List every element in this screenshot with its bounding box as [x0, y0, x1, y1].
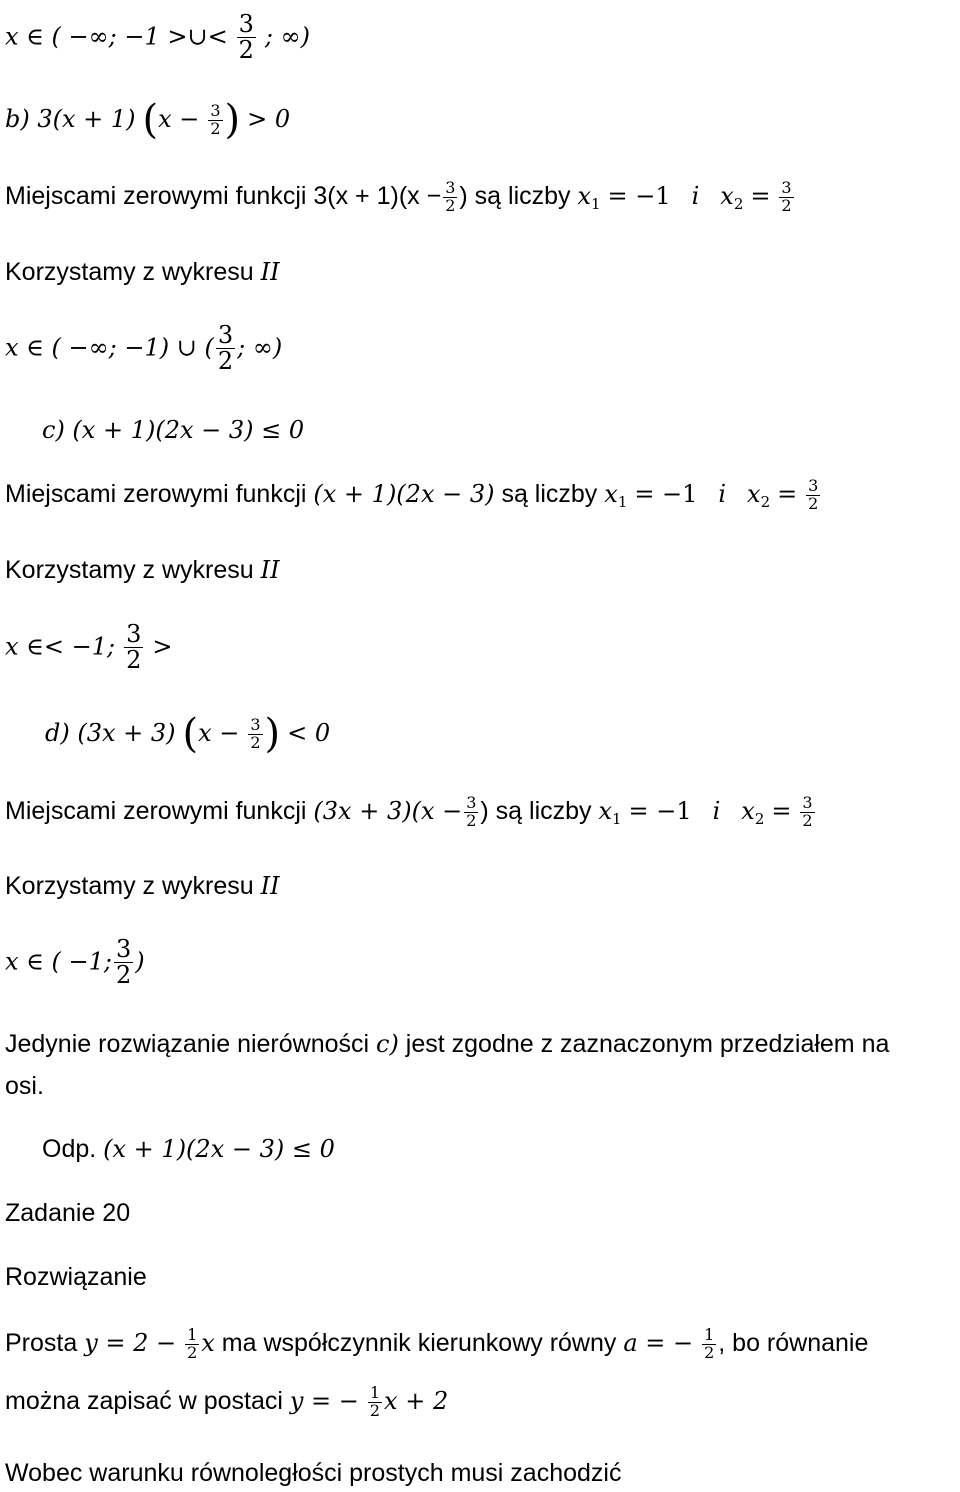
text: Miejscami zerowymi funkcji 3(x + 1)(x − — [5, 181, 442, 210]
inequality-b: b) 3(x + 1) (x − $\frac{3}{2}$ ) > 0 — [5, 97, 291, 143]
subscript: 2 — [754, 809, 765, 828]
solution-heading — [5, 1265, 147, 1290]
text: jest zgodne z zaznaczonym przedziałem na — [405, 1030, 890, 1058]
graph-reference-d — [5, 874, 280, 899]
parallel-condition — [5, 1461, 621, 1486]
math-expression: = −1 — [607, 181, 671, 210]
text: ) są liczby — [459, 181, 571, 210]
fraction: $\frac{3}{2}$ — [126, 620, 142, 675]
text: Zadanie 20 — [5, 1199, 131, 1227]
fraction: $\frac{3}{2}$ — [210, 101, 221, 138]
variable: x — [598, 796, 613, 825]
text: ) są liczby — [480, 796, 592, 825]
graph-label: II — [260, 258, 280, 286]
fraction: $\frac{1}{2}$ — [369, 1383, 381, 1420]
zeros-statement-c — [5, 478, 822, 513]
conjunction: i — [691, 181, 700, 210]
math-expression: = — [771, 796, 792, 825]
subscript: 1 — [591, 194, 601, 213]
math-expression: = — [750, 181, 771, 210]
text: Korzystamy z wykresu — [5, 872, 254, 900]
text: Korzystamy z wykresu — [5, 556, 254, 584]
slope-statement — [5, 1327, 868, 1362]
fraction: $\frac{3}{2}$ — [250, 715, 261, 752]
math-expression: = −1 — [628, 796, 692, 825]
math-expression: = −1 — [634, 479, 698, 508]
fraction: $\frac{3}{2}$ — [238, 10, 254, 65]
math-expression: d) (3x + 3) — [45, 719, 176, 747]
math-expression: = — [777, 479, 798, 508]
math-expression: b) 3(x + 1) — [5, 105, 136, 133]
math-expression: y = − — [289, 1386, 359, 1415]
variable: x — [747, 479, 761, 508]
text: Miejscami zerowymi funkcji — [5, 479, 307, 508]
text: osi. — [5, 1072, 44, 1100]
fraction: $\frac{3}{2}$ — [445, 178, 456, 215]
answer-label: Odp. — [42, 1135, 97, 1163]
conclusion-paragraph-end — [5, 1074, 44, 1099]
text: ma współczynnik kierunkowy równy — [221, 1328, 617, 1357]
subscript: 1 — [617, 492, 628, 511]
variable: x — [741, 796, 755, 825]
text: Jedynie rozwiązanie nierówności — [5, 1030, 370, 1058]
math-expression: x − — [158, 105, 200, 133]
math-expression: x ∈ ( −∞; −1) ∪ ( — [5, 333, 214, 362]
fraction: $\frac{3}{2}$ — [217, 321, 234, 376]
conjunction: i — [718, 479, 727, 508]
subscript: 2 — [733, 194, 744, 213]
fraction: $\frac{3}{2}$ — [808, 476, 819, 513]
solution-interval-b — [5, 323, 282, 374]
solution-interval-d — [5, 937, 145, 988]
graph-label: II — [260, 872, 280, 900]
fraction: $\frac{3}{2}$ — [466, 793, 477, 830]
text: można zapisać w postaci — [5, 1386, 283, 1415]
zeros-statement-d — [5, 795, 817, 830]
math-expression: x ∈ ( −∞; −1 >∪< — [5, 22, 228, 51]
variable: x — [720, 181, 734, 210]
math-expression: (x + 1)(2x − 3) — [313, 479, 495, 508]
fraction: $\frac{1}{2}$ — [704, 1325, 715, 1362]
math-expression: > 0 — [247, 105, 291, 133]
fraction: $\frac{3}{2}$ — [116, 935, 132, 990]
math-expression: ; ∞) — [237, 333, 283, 362]
math-expression: y = 2 − — [84, 1328, 177, 1357]
graph-label: II — [260, 556, 280, 584]
slope-form-statement — [5, 1385, 448, 1420]
math-expression: x — [201, 1328, 215, 1357]
math-expression: ) — [135, 947, 145, 976]
math-expression: c) (x + 1)(2x − 3) ≤ 0 — [42, 416, 305, 444]
solution-interval-c — [5, 622, 172, 673]
math-expression: x ∈ ( −1; — [5, 947, 113, 976]
math-expression: x + 2 — [384, 1386, 449, 1415]
graph-reference-c — [5, 558, 280, 583]
math-expression: < 0 — [287, 719, 331, 747]
text: Prosta — [5, 1328, 78, 1357]
text: Rozwiązanie — [5, 1263, 147, 1291]
fraction: $\frac{3}{2}$ — [802, 793, 813, 830]
task-heading — [5, 1201, 130, 1226]
math-expression: a = − — [623, 1328, 694, 1357]
graph-reference-b — [5, 260, 280, 285]
math-expression: ; ∞) — [264, 22, 310, 51]
subscript: 2 — [760, 492, 771, 511]
answer-line — [42, 1137, 335, 1162]
conjunction: i — [712, 796, 721, 825]
text: Wobec warunku równoległości prostych musi zachodzić — [5, 1459, 622, 1487]
math-expression: (3x + 3)(x − — [313, 796, 463, 825]
text: są liczby — [501, 479, 598, 508]
fraction: $\frac{3}{2}$ — [781, 178, 792, 215]
fraction: $\frac{1}{2}$ — [187, 1325, 198, 1362]
variable: x — [577, 181, 592, 210]
conclusion-paragraph — [5, 1032, 889, 1057]
text: Miejscami zerowymi funkcji — [5, 796, 307, 825]
zeros-statement-b — [5, 180, 796, 215]
math-expression: > — [152, 632, 173, 661]
math-expression: (x + 1)(2x − 3) ≤ 0 — [103, 1135, 335, 1163]
text: , bo równanie — [718, 1328, 869, 1357]
text: Korzystamy z wykresu — [5, 258, 254, 286]
subscript: 1 — [612, 809, 622, 828]
solution-interval-a — [5, 12, 310, 63]
math-expression: x ∈< −1; — [5, 632, 116, 661]
math-expression: c) — [376, 1030, 399, 1058]
inequality-c — [42, 418, 304, 443]
variable: x — [604, 479, 618, 508]
math-expression: x − — [198, 719, 240, 747]
inequality-d: d) (3x + 3) (x − $\frac{3}{2}$ ) < 0 — [45, 711, 331, 757]
